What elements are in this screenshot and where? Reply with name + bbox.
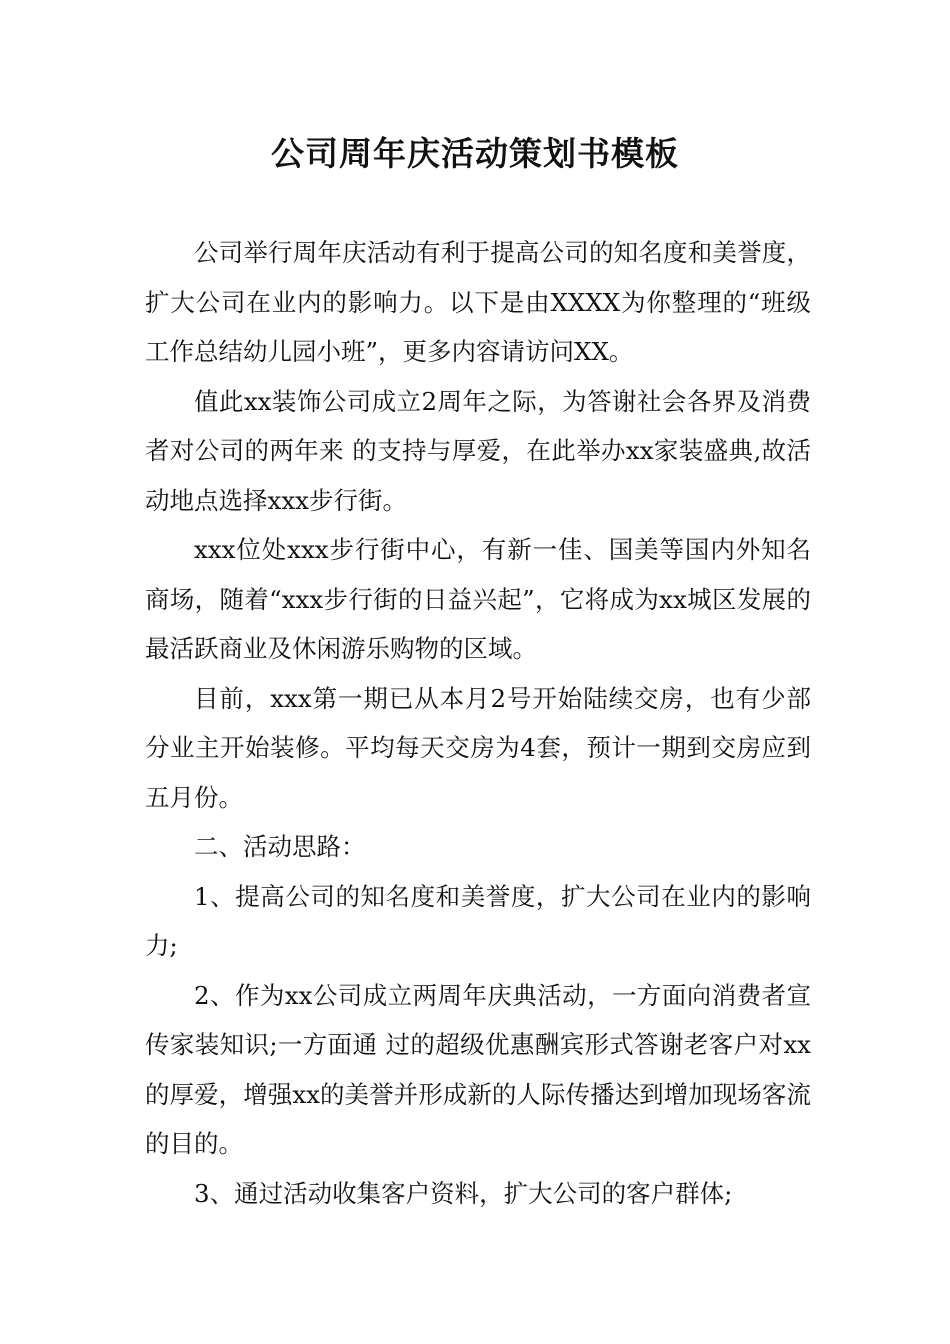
list-item-2: 2、作为xx公司成立两周年庆典活动，一方面向消费者宣传家装知识;一方面通 过的超级优惠酬宾形式答谢老客户对xx的厚爱，增强xx的美誉并形成新的人际传播达到增加现场客流的目的。: [145, 980, 811, 1158]
document-title: 公司周年庆活动策划书模板: [271, 134, 679, 173]
list-item-3: 3、通过活动收集客户资料，扩大公司的客户群体;: [194, 1178, 733, 1208]
section-heading-activity-ideas: 二、活动思路：: [194, 832, 366, 861]
document-body: [145, 228, 811, 1218]
paragraph-intro: 公司举行周年庆活动有利于提高公司的知名度和美誉度，扩大公司在业内的影响力。以下是由XXXX为你整理的“班级工作总结幼儿园小班”，更多内容请访问XX。: [145, 238, 811, 366]
paragraph-occasion: 值此xx装饰公司成立2周年之际，为答谢社会各界及消费者对公司的两年来 的支持与厚爱，在此举办xx家装盛典,故活动地点选择xxx步行街。: [145, 386, 811, 515]
list-item-1: 1、提高公司的知名度和美誉度，扩大公司在业内的影响力;: [145, 881, 811, 960]
paragraph-status: 目前，xxx第一期已从本月2号开始陆续交房，也有少部分业主开始装修。平均每天交房为4套，预计一期到交房应到五月份。: [145, 683, 811, 812]
paragraph-location: xxx位处xxx步行街中心，有新一佳、国美等国内外知名商场，随着“xxx步行街的日益兴起”，它将成为xx城区发展的最活跃商业及休闲游乐购物的区域。: [145, 535, 811, 663]
